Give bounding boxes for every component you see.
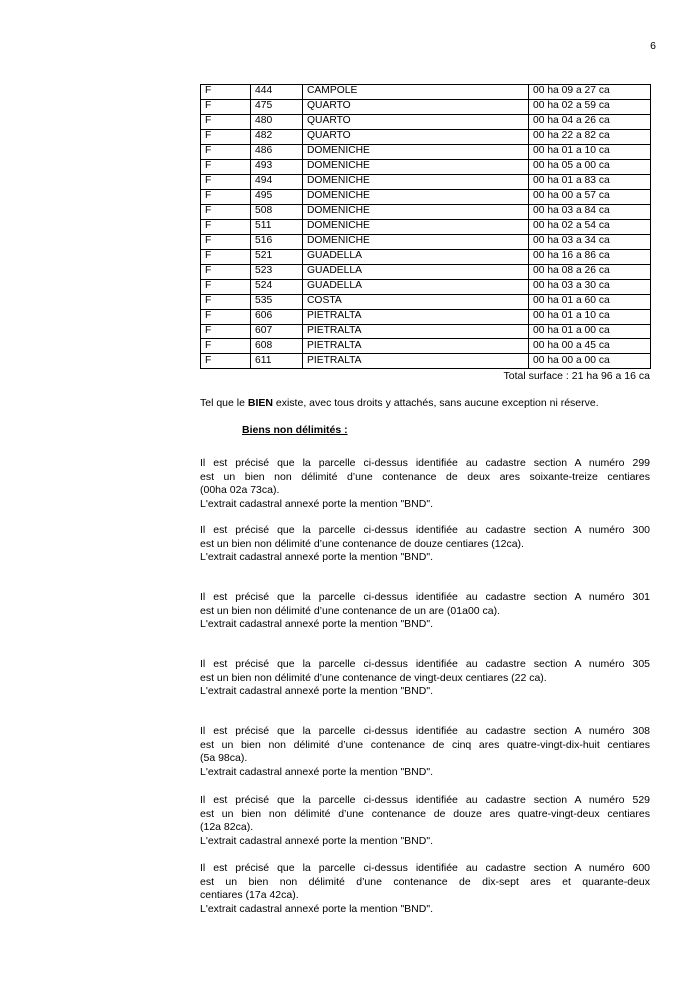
paragraph-line: est un bien non délimité d’une contenance de cinq ares quatre-vingt-dix-huit centiares	[200, 738, 650, 751]
table-cell-section: F	[201, 264, 251, 279]
table-cell-section: F	[201, 204, 251, 219]
paragraph-line: (00ha 02a 73ca).	[200, 484, 280, 497]
table-row	[201, 189, 651, 204]
table-row	[201, 219, 651, 234]
table-cell-surface: 00 ha 01 a 00 ca	[529, 324, 651, 339]
paragraph-line: est un bien non délimité d’une contenance de dix-sept ares et quarante-deux	[200, 875, 650, 888]
table-cell-place: QUARTO	[303, 99, 529, 114]
paragraph-bnd-mention: L'extrait cadastral annexé porte la mention "BND".	[200, 618, 433, 631]
tel-que-bold-bien: BIEN	[247, 397, 273, 409]
table-cell-section: F	[201, 219, 251, 234]
table-row	[201, 99, 651, 114]
table-cell-number: 486	[251, 144, 303, 159]
table-cell-number: 521	[251, 249, 303, 264]
paragraph-line: Il est précisé que la parcelle ci-dessus identifiée au cadastre section A numéro 305	[200, 658, 650, 670]
table-cell-section: F	[201, 144, 251, 159]
table-cell-surface: 00 ha 04 a 26 ca	[529, 114, 651, 129]
table-cell-surface: 00 ha 01 a 10 ca	[529, 309, 651, 324]
table-cell-surface: 00 ha 08 a 26 ca	[529, 264, 651, 279]
table-cell-surface: 00 ha 16 a 86 ca	[529, 249, 651, 264]
table-cell-place: DOMENICHE	[303, 159, 529, 174]
table-cell-section: F	[201, 354, 251, 369]
table-cell-section: F	[201, 129, 251, 144]
paragraph-bnd-mention: L'extrait cadastral annexé porte la mention "BND".	[200, 765, 433, 778]
table-cell-surface: 00 ha 01 a 60 ca	[529, 294, 651, 309]
paragraph-line: est un bien non délimité d’une contenance de deux ares soixante-treize centiares	[200, 470, 650, 483]
table-cell-number: 475	[251, 99, 303, 114]
table-cell-place: GUADELLA	[303, 279, 529, 294]
table-cell-number: 608	[251, 339, 303, 354]
paragraph-line: Il est précisé que la parcelle ci-dessus identifiée au cadastre section A numéro 600	[200, 862, 650, 874]
table-row	[201, 129, 651, 144]
table-cell-number: 444	[251, 85, 303, 100]
paragraph-bnd-mention: L'extrait cadastral annexé porte la mention "BND".	[200, 902, 433, 915]
table-cell-place: DOMENICHE	[303, 144, 529, 159]
table-row	[201, 354, 651, 369]
table-cell-surface: 00 ha 02 a 54 ca	[529, 219, 651, 234]
table-cell-place: DOMENICHE	[303, 234, 529, 249]
table-cell-section: F	[201, 294, 251, 309]
paragraph-line: Il est précisé que la parcelle ci-dessus identifiée au cadastre section A numéro 299	[200, 457, 650, 469]
parcel-table-body	[201, 85, 651, 369]
tel-que-before: Tel que le	[200, 397, 248, 409]
table-cell-section: F	[201, 234, 251, 249]
paragraph-line: Il est précisé que la parcelle ci-dessus identifiée au cadastre section A numéro 529	[200, 794, 650, 806]
paragraph-line: Il est précisé que la parcelle ci-dessus identifiée au cadastre section A numéro 300	[200, 524, 650, 536]
table-cell-surface: 00 ha 05 a 00 ca	[529, 159, 651, 174]
table-cell-place: QUARTO	[303, 129, 529, 144]
table-cell-place: DOMENICHE	[303, 204, 529, 219]
paragraph-bnd-mention: L'extrait cadastral annexé porte la mention "BND".	[200, 497, 433, 510]
table-cell-surface: 00 ha 00 a 00 ca	[529, 354, 651, 369]
bnd-paragraph	[200, 862, 650, 916]
tel-que-paragraph	[200, 397, 650, 411]
table-cell-surface: 00 ha 03 a 84 ca	[529, 204, 651, 219]
paragraph-line: Il est précisé que la parcelle ci-dessus identifiée au cadastre section A numéro 308	[200, 725, 650, 737]
table-cell-number: 495	[251, 189, 303, 204]
table-cell-surface: 00 ha 09 a 27 ca	[529, 85, 651, 100]
table-cell-place: PIETRALTA	[303, 324, 529, 339]
tel-que-after: existe, avec tous droits y attachés, sans aucune exception ni réserve.	[272, 397, 599, 409]
table-cell-number: 508	[251, 204, 303, 219]
table-row	[201, 249, 651, 264]
table-cell-surface: 00 ha 01 a 10 ca	[529, 144, 651, 159]
table-cell-place: QUARTO	[303, 114, 529, 129]
paragraph-bnd-mention: L'extrait cadastral annexé porte la mention "BND".	[200, 685, 433, 698]
table-cell-surface: 00 ha 02 a 59 ca	[529, 99, 651, 114]
table-cell-section: F	[201, 174, 251, 189]
table-cell-number: 482	[251, 129, 303, 144]
paragraph-bnd-mention: L'extrait cadastral annexé porte la mention "BND".	[200, 834, 433, 847]
parcel-table	[200, 84, 651, 369]
table-cell-number: 493	[251, 159, 303, 174]
table-cell-surface: 00 ha 03 a 30 ca	[529, 279, 651, 294]
table-cell-number: 516	[251, 234, 303, 249]
table-cell-number: 494	[251, 174, 303, 189]
bnd-paragraph	[200, 457, 650, 511]
table-cell-surface: 00 ha 00 a 45 ca	[529, 339, 651, 354]
table-row	[201, 114, 651, 129]
paragraph-line: (5a 98ca).	[200, 752, 248, 765]
paragraph-line: centiares (17a 42ca).	[200, 889, 299, 902]
table-row	[201, 279, 651, 294]
table-cell-number: 535	[251, 294, 303, 309]
bnd-paragraph	[200, 524, 650, 565]
total-surface-label: Total surface : 21 ha 96 a 16 ca	[503, 370, 650, 382]
paragraph-line: (12a 82ca).	[200, 821, 254, 834]
table-cell-number: 480	[251, 114, 303, 129]
bnd-paragraph	[200, 658, 650, 699]
bnd-paragraph	[200, 794, 650, 848]
section-heading-biens-non-delimites: Biens non délimités :	[242, 424, 348, 436]
bnd-paragraph	[200, 591, 650, 632]
table-cell-section: F	[201, 114, 251, 129]
table-cell-number: 606	[251, 309, 303, 324]
table-cell-place: COSTA	[303, 294, 529, 309]
table-cell-section: F	[201, 249, 251, 264]
paragraph-line: est un bien non délimité d’une contenance de vingt-deux centiares (22 ca).	[200, 671, 547, 684]
table-cell-number: 524	[251, 279, 303, 294]
table-row	[201, 85, 651, 100]
table-row	[201, 204, 651, 219]
paragraph-line: est un bien non délimité d’une contenance de un are (01a00 ca).	[200, 604, 501, 617]
table-row	[201, 234, 651, 249]
table-row	[201, 309, 651, 324]
table-cell-place: DOMENICHE	[303, 219, 529, 234]
paragraph-bnd-mention: L'extrait cadastral annexé porte la mention "BND".	[200, 551, 433, 564]
table-cell-surface: 00 ha 03 a 34 ca	[529, 234, 651, 249]
table-cell-place: GUADELLA	[303, 249, 529, 264]
table-cell-section: F	[201, 339, 251, 354]
table-cell-number: 607	[251, 324, 303, 339]
table-cell-surface: 00 ha 01 a 83 ca	[529, 174, 651, 189]
table-row	[201, 174, 651, 189]
table-cell-number: 511	[251, 219, 303, 234]
paragraph-line: est un bien non délimité d’une contenance de douze ares quatre-vingt-deux centiares	[200, 807, 650, 820]
table-cell-place: DOMENICHE	[303, 174, 529, 189]
table-row	[201, 324, 651, 339]
table-cell-place: PIETRALTA	[303, 354, 529, 369]
table-row	[201, 339, 651, 354]
table-cell-place: DOMENICHE	[303, 189, 529, 204]
table-cell-number: 523	[251, 264, 303, 279]
table-row	[201, 159, 651, 174]
table-cell-place: PIETRALTA	[303, 309, 529, 324]
table-cell-surface: 00 ha 00 a 57 ca	[529, 189, 651, 204]
page-number: 6	[650, 40, 656, 52]
table-cell-section: F	[201, 279, 251, 294]
parcel-table-container	[200, 84, 650, 369]
bnd-paragraph	[200, 725, 650, 779]
table-cell-section: F	[201, 159, 251, 174]
paragraph-line: Il est précisé que la parcelle ci-dessus identifiée au cadastre section A numéro 301	[200, 591, 650, 603]
table-cell-section: F	[201, 324, 251, 339]
table-row	[201, 264, 651, 279]
table-cell-section: F	[201, 99, 251, 114]
table-cell-section: F	[201, 309, 251, 324]
table-cell-section: F	[201, 85, 251, 100]
table-row	[201, 144, 651, 159]
table-cell-surface: 00 ha 22 a 82 ca	[529, 129, 651, 144]
table-cell-place: PIETRALTA	[303, 339, 529, 354]
table-cell-place: GUADELLA	[303, 264, 529, 279]
table-row	[201, 294, 651, 309]
table-cell-section: F	[201, 189, 251, 204]
table-cell-place: CAMPOLE	[303, 85, 529, 100]
table-cell-number: 611	[251, 354, 303, 369]
paragraph-line: est un bien non délimité d’une contenance de douze centiares (12ca).	[200, 537, 524, 550]
